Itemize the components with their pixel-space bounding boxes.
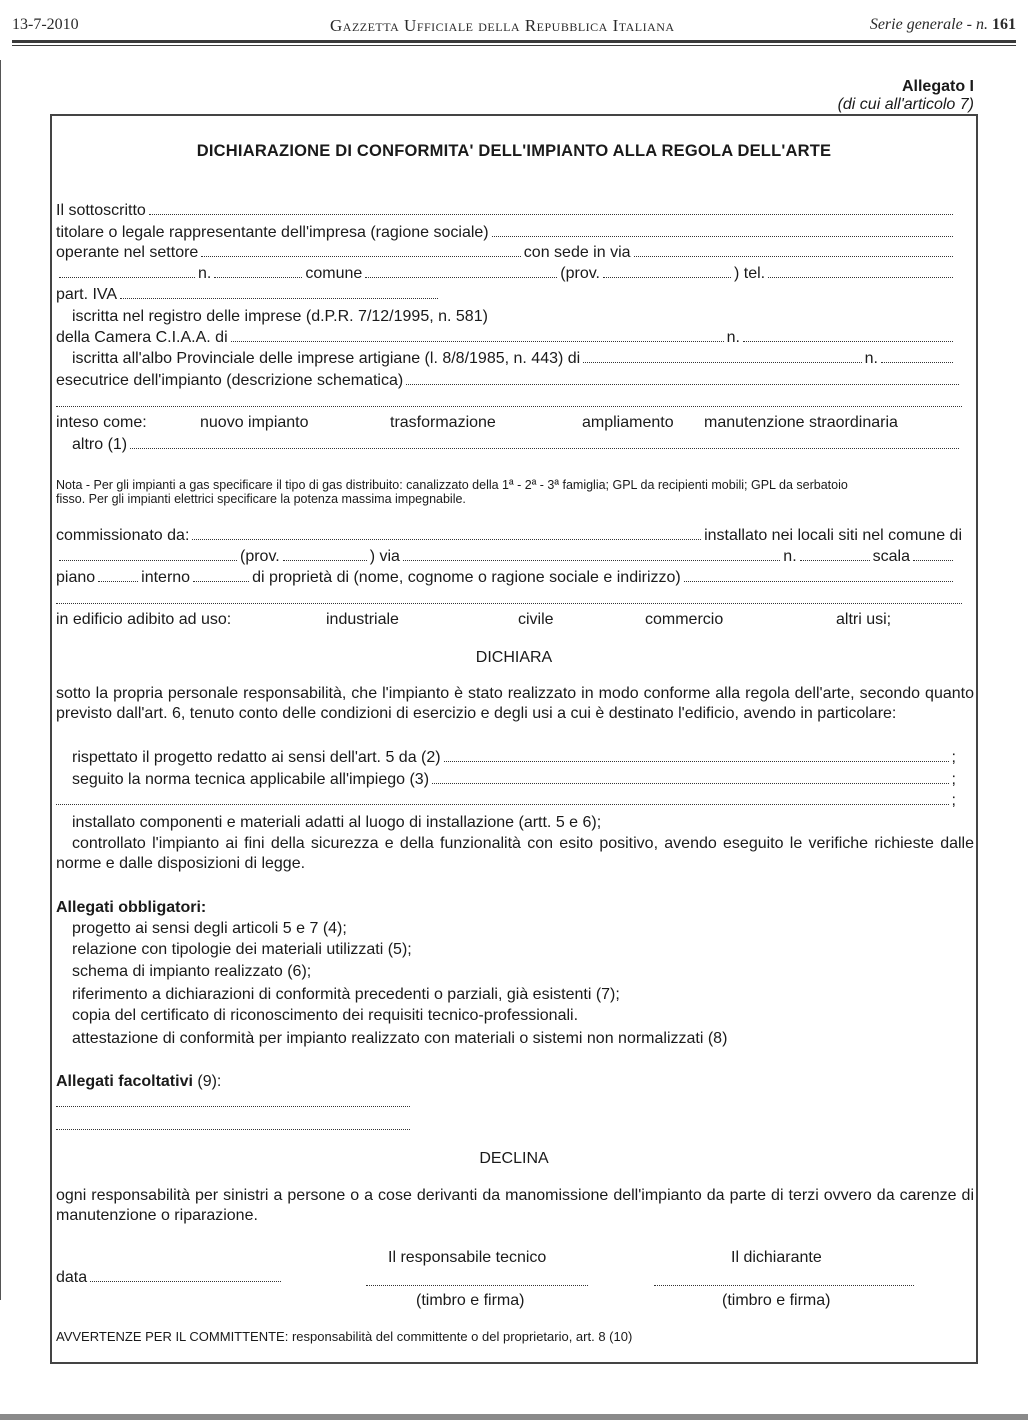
- field-numero[interactable]: [214, 264, 302, 278]
- field-descrizione-cont[interactable]: [56, 392, 962, 407]
- nota-line-1: Nota - Per gli impianti a gas specificare il tipo di gas distribuito: canalizzato della 1ª - 2ª - 3ª famiglia; GPL da recipienti mobili; GPL da serbatoio: [56, 478, 848, 492]
- facoltativi-title: Allegati facoltativi: [56, 1073, 193, 1090]
- uso-altri[interactable]: altri usi;: [836, 611, 892, 628]
- field-committente[interactable]: [192, 526, 701, 540]
- row-norma-cont: [56, 791, 956, 811]
- label-timbro-dichiarante: (timbro e firma): [722, 1292, 831, 1309]
- field-piano[interactable]: [98, 568, 138, 582]
- obbligatorio-item: copia del certificato di riconoscimento dei requisiti tecnico-professionali.: [72, 1007, 579, 1024]
- label-part-iva: part. IVA: [56, 286, 118, 303]
- field-facoltativo-1[interactable]: [56, 1092, 410, 1107]
- row-piano: [56, 568, 956, 588]
- series-number: 161: [992, 16, 1016, 33]
- heading-dichiara: DICHIARA: [475, 649, 553, 666]
- field-facoltativo-2[interactable]: [56, 1115, 410, 1130]
- row-part-iva: [56, 285, 441, 305]
- row-comune: [56, 264, 956, 284]
- field-data[interactable]: [90, 1268, 281, 1282]
- field-scala[interactable]: [913, 547, 953, 561]
- label-edificio: in edificio adibito ad uso:: [56, 611, 232, 628]
- facoltativi-note: (9):: [197, 1073, 222, 1090]
- row-titolare: [56, 223, 956, 243]
- label-inteso: inteso come:: [56, 414, 147, 431]
- row-operante: [56, 243, 956, 263]
- field-prov[interactable]: [603, 264, 731, 278]
- obbligatorio-item: relazione con tipologie dei materiali utilizzati (5);: [72, 941, 412, 958]
- label-interno: interno: [141, 569, 191, 586]
- field-prov-locali[interactable]: [283, 547, 367, 561]
- field-firma-tecnico[interactable]: [366, 1271, 588, 1286]
- text-controllato: controllato l'impianto ai fini della sicurezza e della funzionalità con esito positivo, avendo eseguito le verifiche richieste dalle norme e dalle disposizioni di legge.: [56, 835, 974, 872]
- obbligatorio-item: schema di impianto realizzato (6);: [72, 963, 312, 980]
- label-data: data: [56, 1269, 88, 1286]
- obbligatorio-item: progetto ai sensi degli articoli 5 e 7 (4);: [72, 920, 347, 937]
- field-firma-dichiarante[interactable]: [654, 1271, 914, 1286]
- row-seguito: [72, 770, 956, 790]
- label-responsabile-tecnico: Il responsabile tecnico: [388, 1249, 547, 1266]
- field-via-locali[interactable]: [403, 547, 780, 561]
- dichiara-paragraph: sotto la propria personale responsabilità, che l'impianto è stato realizzato in modo conforme alla regola dell'arte, secondo quanto previsto dall'art. 6, tenuto conto delle condizioni di esercizio e degli usi a cui è destinato l'edificio, avendo in particolare:: [56, 685, 974, 722]
- avvertenze-committente: AVVERTENZE PER IL COMMITTENTE: responsabilità del committente o del proprietario, art. 8 (10): [56, 1329, 633, 1344]
- label-n-camera: n.: [726, 329, 740, 346]
- field-ragione-sociale[interactable]: [492, 223, 953, 237]
- field-proprietario[interactable]: [684, 568, 953, 582]
- semicolon-2: ;: [951, 771, 956, 788]
- page-edge: [0, 60, 1, 1300]
- series-info: [870, 16, 1016, 34]
- field-comune-locali[interactable]: [59, 547, 237, 561]
- row-prov-via: [56, 547, 956, 567]
- field-proprietario-cont[interactable]: [56, 589, 962, 604]
- label-titolare: titolare o legale rappresentante dell'impresa (ragione sociale): [56, 224, 489, 241]
- label-n-albo: n.: [864, 350, 878, 367]
- allegato-label: [838, 78, 974, 114]
- field-n-locali[interactable]: [800, 547, 870, 561]
- header-rule: [12, 40, 1016, 43]
- publication-title: Gazzetta Ufficiale della Repubblica Italiana: [330, 16, 675, 35]
- heading-allegati-facoltativi: [56, 1072, 221, 1092]
- field-descrizione[interactable]: [406, 371, 959, 385]
- row-albo: [72, 349, 956, 369]
- semicolon-1: ;: [951, 749, 956, 766]
- field-progettista[interactable]: [444, 748, 949, 762]
- header-rule-thin: [12, 45, 1016, 46]
- row-data: [56, 1268, 284, 1288]
- field-camera[interactable]: [231, 328, 724, 342]
- heading-declina: DECLINA: [479, 1150, 549, 1167]
- label-proprieta: di proprietà di (nome, cognome o ragione sociale e indirizzo): [252, 569, 681, 586]
- field-albo[interactable]: [583, 349, 861, 363]
- allegato-title: Allegato I: [901, 78, 974, 95]
- field-norma[interactable]: [432, 770, 949, 784]
- label-scala: scala: [872, 548, 910, 565]
- nota-line-2: fisso. Per gli impianti elettrici specificare la potenza massima impegnabile.: [56, 492, 466, 506]
- field-via-sede[interactable]: [634, 243, 953, 257]
- label-dichiarante: Il dichiarante: [731, 1249, 822, 1266]
- text-rispettato: rispettato il progetto redatto ai sensi dell'art. 5 da (2): [72, 749, 441, 766]
- field-comune[interactable]: [365, 264, 557, 278]
- form-title: DICHIARAZIONE DI CONFORMITA' DELL'IMPIANTO ALLA REGOLA DELL'ARTE: [196, 142, 832, 160]
- row-commissionato: [56, 526, 962, 546]
- heading-allegati-obbligatori: Allegati obbligatori:: [56, 899, 207, 916]
- label-n-2: n.: [783, 548, 797, 565]
- field-tel[interactable]: [768, 264, 953, 278]
- option-altro[interactable]: altro (1): [72, 436, 128, 453]
- label-con-sede: con sede in via: [523, 244, 631, 261]
- label-commissionato: commissionato da:: [56, 527, 190, 544]
- allegato-subtitle: (di cui all'articolo 7): [837, 96, 974, 113]
- field-part-iva[interactable]: [120, 285, 438, 299]
- label-n: n.: [198, 265, 212, 282]
- gazette-header: [12, 14, 1016, 36]
- field-via-cont[interactable]: [59, 264, 195, 278]
- row-altro: [72, 435, 962, 455]
- obbligatorio-item: riferimento a dichiarazioni di conformità precedenti o parziali, già esistenti (7);: [72, 986, 620, 1003]
- field-norma-cont[interactable]: [56, 791, 949, 805]
- publication-date: 13-7-2010: [12, 16, 79, 33]
- label-timbro-tecnico: (timbro e firma): [416, 1292, 525, 1309]
- semicolon-3: ;: [951, 792, 956, 809]
- label-esecutrice: esecutrice dell'impianto (descrizione schematica): [56, 372, 404, 389]
- declina-paragraph: ogni responsabilità per sinistri a persone o a cose derivanti da manomissione dell'impianto da parte di terzi ovvero da carenze di manutenzione o riparazione.: [56, 1187, 974, 1224]
- field-interno[interactable]: [193, 568, 249, 582]
- option-ampliamento[interactable]: ampliamento: [582, 414, 674, 431]
- row-sottoscritto: [56, 201, 956, 221]
- label-prov: (prov.: [560, 265, 600, 282]
- uso-commercio[interactable]: commercio: [645, 611, 724, 628]
- label-tel: ) tel.: [733, 265, 766, 282]
- obbligatorio-item: attestazione di conformità per impianto realizzato con materiali o sistemi non normalizzati (8): [72, 1030, 728, 1047]
- field-sottoscritto[interactable]: [149, 201, 953, 215]
- series-label: Serie generale - n.: [869, 16, 988, 33]
- label-comune: comune: [305, 265, 363, 282]
- row-esecutrice: [56, 371, 962, 391]
- option-nuovo-impianto[interactable]: nuovo impianto: [200, 414, 309, 431]
- label-operante: operante nel settore: [56, 244, 199, 261]
- text-iscritta-registro: iscritta nel registro delle imprese (d.P.R. 7/12/1995, n. 581): [72, 308, 488, 325]
- field-settore[interactable]: [201, 243, 520, 257]
- row-rispettato: [72, 748, 956, 768]
- field-n-albo[interactable]: [881, 349, 953, 363]
- label-sottoscritto: Il sottoscritto: [56, 202, 146, 219]
- label-via: ) via: [369, 548, 400, 565]
- label-albo: iscritta all'albo Provinciale delle imprese artigiane (l. 8/8/1985, n. 443) di: [72, 350, 581, 367]
- label-prov-2: (prov.: [240, 548, 280, 565]
- text-installato-componenti: installato componenti e materiali adatti al luogo di installazione (artt. 5 e 6);: [72, 814, 602, 831]
- label-piano: piano: [56, 569, 96, 586]
- label-camera: della Camera C.I.A.A. di: [56, 329, 228, 346]
- field-altro[interactable]: [130, 435, 959, 449]
- option-manutenzione[interactable]: manutenzione straordinaria: [704, 414, 898, 431]
- uso-civile[interactable]: civile: [518, 611, 554, 628]
- text-seguito: seguito la norma tecnica applicabile all'impiego (3): [72, 771, 430, 788]
- bottom-border: [0, 1414, 1028, 1420]
- field-n-camera[interactable]: [743, 328, 953, 342]
- uso-industriale[interactable]: industriale: [326, 611, 399, 628]
- label-installato-locali: installato nei locali siti nel comune di: [704, 527, 962, 544]
- option-trasformazione[interactable]: trasformazione: [390, 414, 496, 431]
- row-camera: [56, 328, 956, 348]
